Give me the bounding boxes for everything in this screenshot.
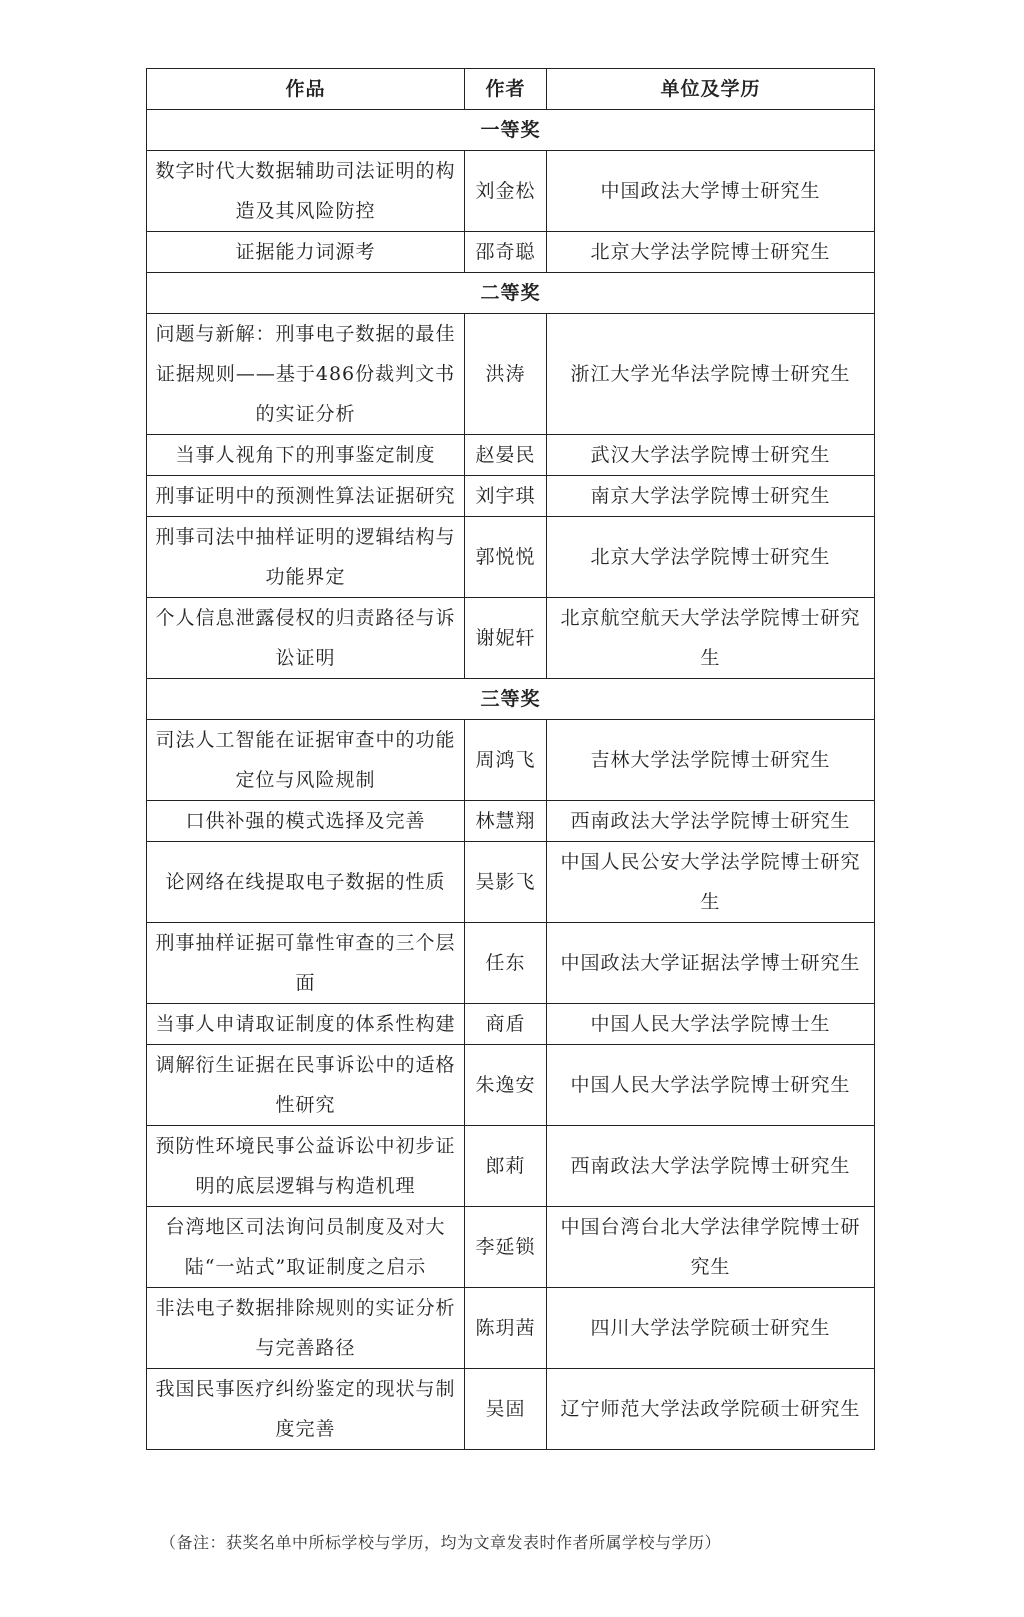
unit-cell: 南京大学法学院博士研究生 <box>547 476 875 517</box>
unit-cell: 中国人民大学法学院博士生 <box>547 1004 875 1045</box>
footnote: （备注：获奖名单中所标学校与学历，均为文章发表时作者所属学校与学历） <box>160 1533 722 1552</box>
author-cell: 李延锁 <box>465 1207 547 1288</box>
category-row <box>147 679 875 720</box>
award-body <box>147 110 875 1450</box>
unit-cell: 中国政法大学博士研究生 <box>547 151 875 232</box>
header-unit: 单位及学历 <box>547 69 875 110</box>
work-cell: 调解衍生证据在民事诉讼中的适格性研究 <box>147 1045 465 1126</box>
author-cell: 吴固 <box>465 1369 547 1450</box>
work-cell: 口供补强的模式选择及完善 <box>147 801 465 842</box>
table-row <box>147 1045 875 1126</box>
author-cell: 陈玥茜 <box>465 1288 547 1369</box>
unit-cell: 吉林大学法学院博士研究生 <box>547 720 875 801</box>
author-cell: 任东 <box>465 923 547 1004</box>
category-title: 一等奖 <box>147 110 875 151</box>
work-cell: 数字时代大数据辅助司法证明的构造及其风险防控 <box>147 151 465 232</box>
work-cell: 刑事证明中的预测性算法证据研究 <box>147 476 465 517</box>
work-cell: 我国民事医疗纠纷鉴定的现状与制度完善 <box>147 1369 465 1450</box>
work-cell: 当事人申请取证制度的体系性构建 <box>147 1004 465 1045</box>
author-cell: 郎莉 <box>465 1126 547 1207</box>
table-row <box>147 801 875 842</box>
author-cell: 朱逸安 <box>465 1045 547 1126</box>
unit-cell: 浙江大学光华法学院博士研究生 <box>547 314 875 435</box>
work-cell: 刑事司法中抽样证明的逻辑结构与功能界定 <box>147 517 465 598</box>
work-cell: 台湾地区司法询问员制度及对大陆“一站式”取证制度之启示 <box>147 1207 465 1288</box>
work-cell: 证据能力词源考 <box>147 232 465 273</box>
table-row <box>147 517 875 598</box>
table-row <box>147 720 875 801</box>
author-cell: 刘金松 <box>465 151 547 232</box>
unit-cell: 辽宁师范大学法政学院硕士研究生 <box>547 1369 875 1450</box>
table-row <box>147 1369 875 1450</box>
table-row <box>147 1126 875 1207</box>
table-row <box>147 314 875 435</box>
work-cell: 论网络在线提取电子数据的性质 <box>147 842 465 923</box>
table-row <box>147 1288 875 1369</box>
author-cell: 谢妮轩 <box>465 598 547 679</box>
category-title: 二等奖 <box>147 273 875 314</box>
author-cell: 洪涛 <box>465 314 547 435</box>
unit-cell: 中国人民大学法学院博士研究生 <box>547 1045 875 1126</box>
table-row <box>147 435 875 476</box>
unit-cell: 中国人民公安大学法学院博士研究生 <box>547 842 875 923</box>
award-table <box>146 68 875 1450</box>
category-row <box>147 273 875 314</box>
unit-cell: 北京航空航天大学法学院博士研究生 <box>547 598 875 679</box>
author-cell: 吴影飞 <box>465 842 547 923</box>
author-cell: 邵奇聪 <box>465 232 547 273</box>
author-cell: 商盾 <box>465 1004 547 1045</box>
work-cell: 当事人视角下的刑事鉴定制度 <box>147 435 465 476</box>
category-row <box>147 110 875 151</box>
work-cell: 预防性环境民事公益诉讼中初步证明的底层逻辑与构造机理 <box>147 1126 465 1207</box>
author-cell: 刘宇琪 <box>465 476 547 517</box>
table-row <box>147 1207 875 1288</box>
header-row <box>147 69 875 110</box>
work-cell: 司法人工智能在证据审查中的功能定位与风险规制 <box>147 720 465 801</box>
table-row <box>147 842 875 923</box>
unit-cell: 中国台湾台北大学法律学院博士研究生 <box>547 1207 875 1288</box>
unit-cell: 四川大学法学院硕士研究生 <box>547 1288 875 1369</box>
work-cell: 刑事抽样证据可靠性审查的三个层面 <box>147 923 465 1004</box>
table-row <box>147 923 875 1004</box>
category-title: 三等奖 <box>147 679 875 720</box>
unit-cell: 北京大学法学院博士研究生 <box>547 232 875 273</box>
unit-cell: 北京大学法学院博士研究生 <box>547 517 875 598</box>
work-cell: 个人信息泄露侵权的归责路径与诉讼证明 <box>147 598 465 679</box>
work-cell: 问题与新解：刑事电子数据的最佳证据规则——基于486份裁判文书的实证分析 <box>147 314 465 435</box>
header-author: 作者 <box>465 69 547 110</box>
unit-cell: 中国政法大学证据法学博士研究生 <box>547 923 875 1004</box>
work-cell: 非法电子数据排除规则的实证分析与完善路径 <box>147 1288 465 1369</box>
table-row <box>147 232 875 273</box>
author-cell: 林慧翔 <box>465 801 547 842</box>
header-work: 作品 <box>147 69 465 110</box>
table-row <box>147 1004 875 1045</box>
author-cell: 周鸿飞 <box>465 720 547 801</box>
table-row <box>147 598 875 679</box>
table-row <box>147 476 875 517</box>
unit-cell: 武汉大学法学院博士研究生 <box>547 435 875 476</box>
author-cell: 郭悦悦 <box>465 517 547 598</box>
author-cell: 赵晏民 <box>465 435 547 476</box>
unit-cell: 西南政法大学法学院博士研究生 <box>547 1126 875 1207</box>
table-row <box>147 151 875 232</box>
unit-cell: 西南政法大学法学院博士研究生 <box>547 801 875 842</box>
